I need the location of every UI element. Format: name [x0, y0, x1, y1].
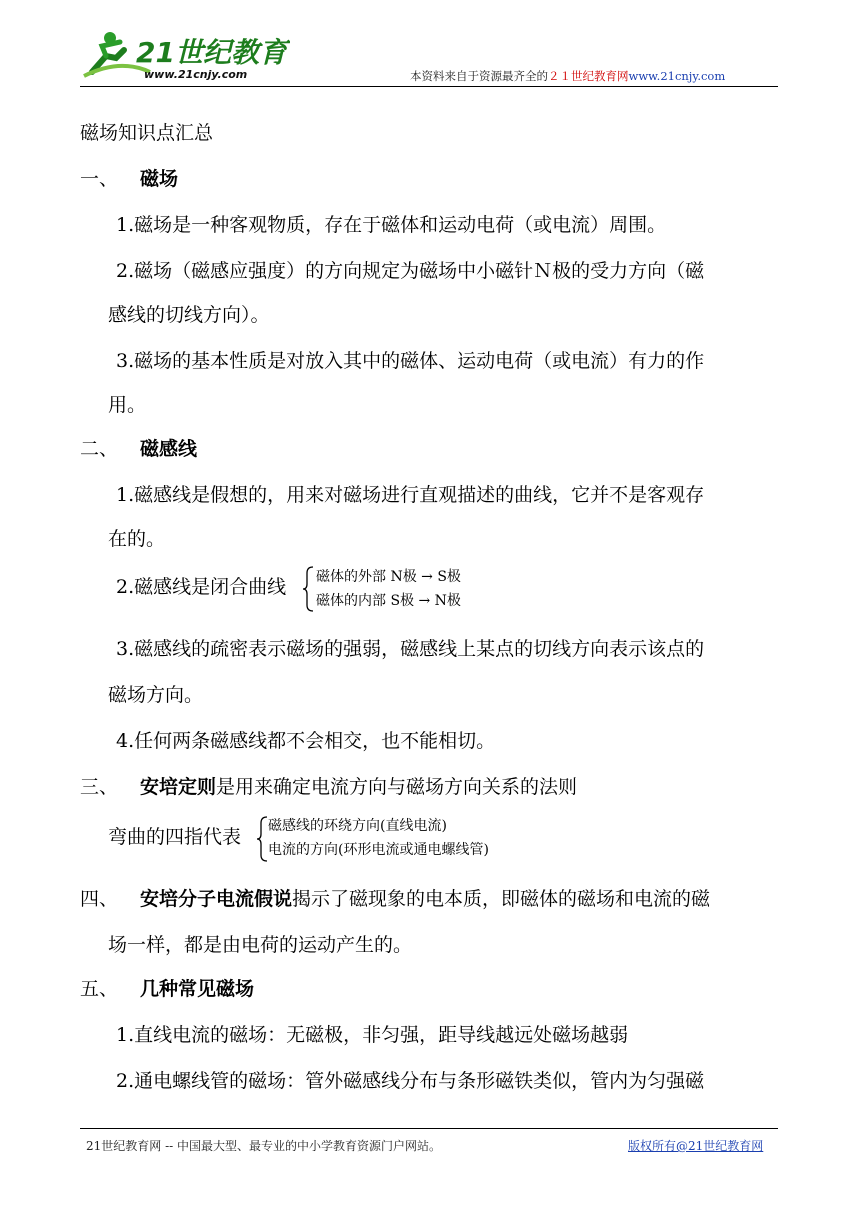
s2-brace-line-1: 磁体的外部 N极 → S极	[316, 569, 461, 585]
s3-brace-line-2: 电流的方向(环形电流或通电螺线管)	[268, 842, 489, 858]
s2-point-2: 2.磁感线是闭合曲线	[116, 576, 287, 598]
s2-point-4: 4.任何两条磁感线都不会相交，也不能相切。	[116, 730, 496, 752]
footer-divider	[80, 1128, 778, 1129]
section-4-number: 四、	[80, 888, 119, 910]
section-3-number: 三、	[80, 776, 119, 798]
section-4-heading: 安培分子电流假说揭示了磁现象的电本质，即磁体的磁场和电流的磁	[140, 888, 711, 910]
s2-brace-line-2: 磁体的内部 S极 → N极	[316, 593, 461, 609]
s3-point-1: 弯曲的四指代表	[108, 826, 242, 848]
left-brace-icon	[302, 566, 314, 612]
s3-brace-line-1: 磁感线的环绕方向(直线电流)	[268, 818, 447, 834]
runner-logo-icon	[80, 28, 290, 84]
svg-text:www.21cnjy.com: www.21cnjy.com	[144, 68, 248, 81]
section-2-heading: 磁感线	[140, 438, 198, 460]
s4-line-2: 场一样，都是由电荷的运动产生的。	[108, 934, 413, 956]
site-link[interactable]: www.21cnjy.com	[628, 69, 726, 83]
s1-point-2-line2: 感线的切线方向）。	[108, 304, 270, 326]
s1-point-2-line1: 2.磁场（磁感应强度）的方向规定为磁场中小磁针Ｎ极的受力方向（磁	[116, 260, 705, 282]
left-brace-icon	[256, 816, 268, 862]
s2-point-1-line1: 1.磁感线是假想的，用来对磁场进行直观描述的曲线，它并不是客观存	[116, 484, 705, 506]
section-1-heading: 磁场	[140, 168, 179, 190]
section-5-heading: 几种常见磁场	[140, 978, 255, 1000]
s2-point-3-line1: 3.磁感线的疏密表示磁场的强弱，磁感线上某点的切线方向表示该点的	[116, 638, 705, 660]
s1-point-3-line1: 3.磁场的基本性质是对放入其中的磁体、运动电荷（或电流）有力的作	[116, 350, 705, 372]
s5-point-2: 2.通电螺线管的磁场：管外磁感线分布与条形磁铁类似，管内为匀强磁	[116, 1070, 705, 1092]
s1-point-1: 1.磁场是一种客观物质，存在于磁体和运动电荷（或电流）周围。	[116, 214, 667, 236]
section-1-number: 一、	[80, 168, 119, 190]
section-2-number: 二、	[80, 438, 119, 460]
section-5-number: 五、	[80, 978, 119, 1000]
footer-copyright-link[interactable]: 版权所有@21世纪教育网	[628, 1139, 764, 1153]
site-logo	[80, 28, 290, 84]
s2-point-1-line2: 在的。	[108, 528, 166, 550]
s5-point-1: 1.直线电流的磁场：无磁极，非匀强，距导线越远处磁场越弱	[116, 1024, 629, 1046]
footer-site-description: 21世纪教育网 -- 中国最大型、最专业的中小学教育资源门户网站。	[86, 1139, 442, 1153]
section-3-heading: 安培定则是用来确定电流方向与磁场方向关系的法则	[140, 776, 578, 798]
s1-point-3-line2: 用。	[108, 394, 147, 416]
header-source-note: 本资料来自于资源最齐全的２１世纪教育网www.21cnjy.com	[410, 69, 726, 83]
s2-point-3-line2: 磁场方向。	[108, 684, 204, 706]
svg-text:21世纪教育: 21世纪教育	[136, 36, 287, 69]
header-divider	[80, 86, 778, 87]
document-title: 磁场知识点汇总	[80, 122, 214, 144]
